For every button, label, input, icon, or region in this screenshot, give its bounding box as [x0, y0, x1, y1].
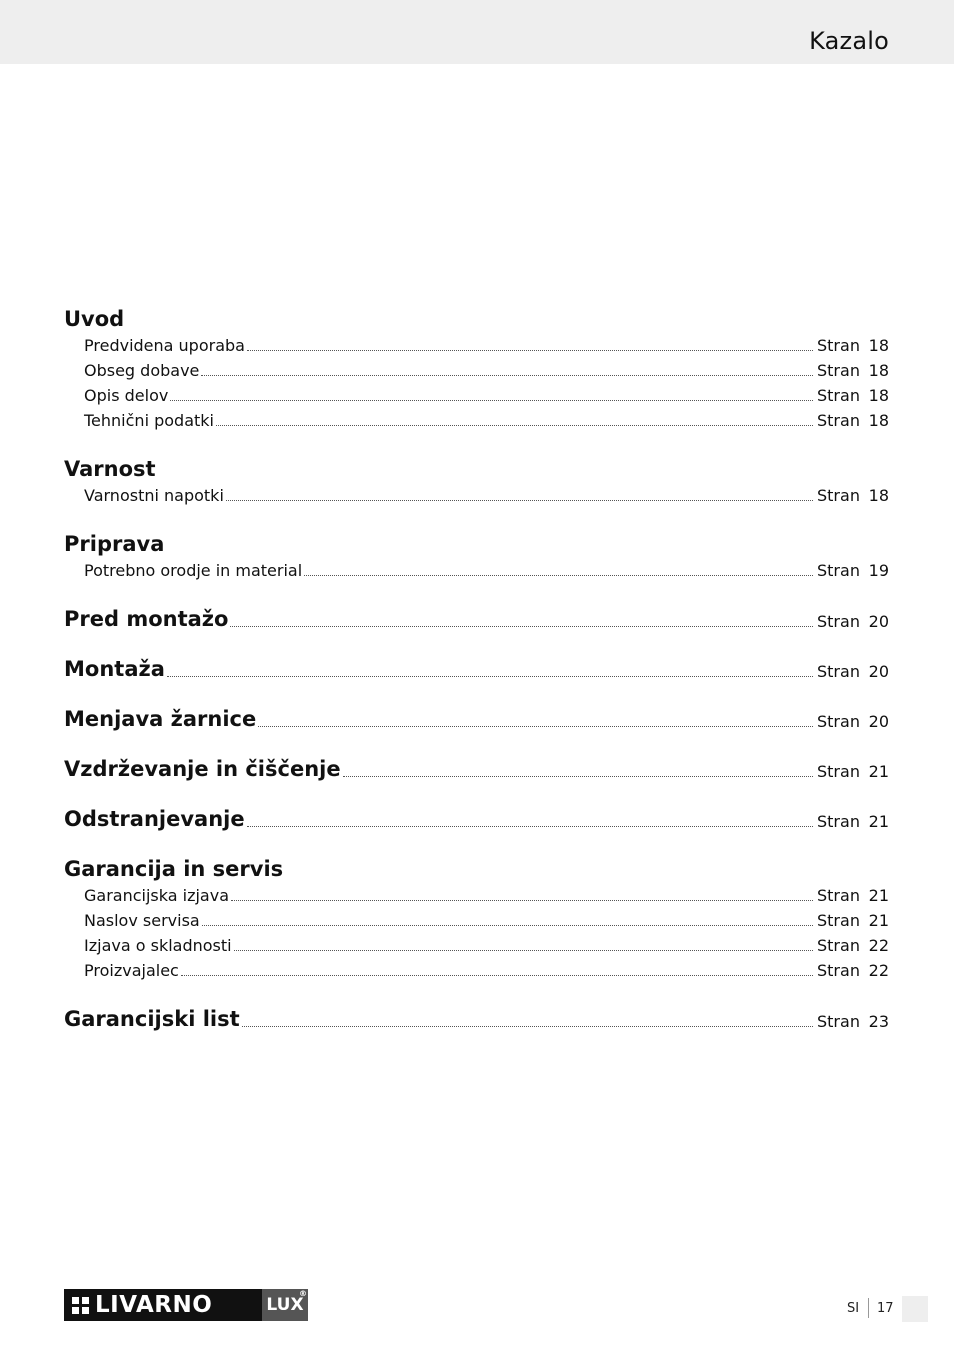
- toc-entry[interactable]: [84, 934, 889, 956]
- toc-entry-label: Izjava o skladnosti: [84, 936, 232, 955]
- page-title: Kazalo: [809, 27, 889, 55]
- dot-leader: [304, 575, 813, 576]
- toc-entry-label: Opis delov: [84, 386, 169, 405]
- dot-leader: [234, 950, 813, 951]
- toc-section-garancija: Garancija in servis: [64, 857, 284, 881]
- dot-leader: [258, 726, 813, 727]
- toc-entry-page: 20: [868, 712, 889, 731]
- toc-entry-page: 18: [868, 336, 889, 355]
- toc-entry-page: 19: [868, 561, 889, 580]
- toc-entry-stran: Stran: [817, 361, 860, 380]
- toc-section-priprava: Priprava: [64, 532, 165, 556]
- toc-entry-page: 20: [868, 662, 889, 681]
- toc-entry-stran: Stran: [817, 1012, 860, 1031]
- toc-entry-page: 18: [868, 361, 889, 380]
- toc-entry-stran: Stran: [817, 336, 860, 355]
- toc-entry-label: Tehnični podatki: [84, 411, 214, 430]
- dot-leader: [216, 425, 813, 426]
- toc-entry[interactable]: [84, 384, 889, 406]
- logo-main-block: [64, 1289, 262, 1321]
- dot-leader: [231, 900, 813, 901]
- footer-divider: [868, 1298, 869, 1318]
- toc-entry-label: Proizvajalec: [84, 961, 179, 980]
- toc-entry-stran: Stran: [817, 411, 860, 430]
- dot-leader: [170, 400, 813, 401]
- toc-section-odstranjevanje[interactable]: [64, 806, 889, 832]
- toc-section-label: Garancijski list: [64, 1007, 240, 1031]
- page-number: 17: [877, 1301, 894, 1316]
- dot-leader: [230, 626, 813, 627]
- toc-entry[interactable]: [84, 359, 889, 381]
- toc-entry-stran: Stran: [817, 886, 860, 905]
- toc-section-montaza[interactable]: [64, 656, 889, 682]
- dot-leader: [201, 375, 813, 376]
- toc-section-varnost: Varnost: [64, 457, 156, 481]
- dot-leader: [242, 1026, 813, 1027]
- toc-entry-page: 21: [868, 886, 889, 905]
- toc-entry-stran: Stran: [817, 662, 860, 681]
- toc-section-vzdrzevanje[interactable]: [64, 756, 889, 782]
- toc-section-label: Vzdrževanje in čiščenje: [64, 757, 341, 781]
- livarno-lux-logo: [64, 1289, 308, 1321]
- dot-leader: [202, 925, 813, 926]
- toc-entry-label: Predvidena uporaba: [84, 336, 245, 355]
- toc-entry[interactable]: [84, 334, 889, 356]
- toc-entry-label: Varnostni napotki: [84, 486, 224, 505]
- toc-entry-page: 21: [868, 812, 889, 831]
- toc-entry-page: 22: [868, 961, 889, 980]
- toc-entry[interactable]: [84, 409, 889, 431]
- toc-entry-page: 18: [868, 486, 889, 505]
- toc-section-menjava-zarnice[interactable]: [64, 706, 889, 732]
- footer-gray-box: [902, 1296, 928, 1322]
- toc-entry-page: 20: [868, 612, 889, 631]
- logo-sub-text: LUX: [266, 1295, 304, 1315]
- toc-entry-stran: Stran: [817, 386, 860, 405]
- toc-section-label: Montaža: [64, 657, 165, 681]
- logo-lux-block: [262, 1289, 308, 1321]
- dot-leader: [247, 350, 813, 351]
- toc-section-pred-montazo[interactable]: [64, 606, 889, 632]
- dot-leader: [226, 500, 813, 501]
- logo-registered-mark: ®: [299, 1289, 307, 1298]
- toc-entry-stran: Stran: [817, 911, 860, 930]
- dot-leader: [167, 676, 813, 677]
- toc-entry-page: 23: [868, 1012, 889, 1031]
- toc-entry-stran: Stran: [817, 561, 860, 580]
- toc-entry-label: Potrebno orodje in material: [84, 561, 303, 580]
- toc-entry[interactable]: [84, 884, 889, 906]
- toc-entry[interactable]: [84, 484, 889, 506]
- logo-brand-text: LIVARNO: [95, 1292, 213, 1318]
- toc-entry-page: 21: [868, 762, 889, 781]
- toc-entry[interactable]: [84, 959, 889, 981]
- toc-entry-label: Obseg dobave: [84, 361, 200, 380]
- toc-section-uvod: Uvod: [64, 307, 125, 331]
- language-code: SI: [847, 1301, 860, 1316]
- toc-section-label: Menjava žarnice: [64, 707, 257, 731]
- toc-section-label: Pred montažo: [64, 607, 229, 631]
- toc-entry-stran: Stran: [817, 712, 860, 731]
- toc-section-label: Odstranjevanje: [64, 807, 245, 831]
- toc-entry-page: 22: [868, 936, 889, 955]
- toc-entry-page: 21: [868, 911, 889, 930]
- toc-entry-stran: Stran: [817, 961, 860, 980]
- toc-entry[interactable]: [84, 559, 889, 581]
- toc-entry-label: Naslov servisa: [84, 911, 200, 930]
- toc-entry-stran: Stran: [817, 762, 860, 781]
- toc-entry-stran: Stran: [817, 612, 860, 631]
- toc-entry-page: 18: [868, 386, 889, 405]
- toc-entry-page: 18: [868, 411, 889, 430]
- toc-entry-stran: Stran: [817, 936, 860, 955]
- dot-leader: [181, 975, 813, 976]
- logo-squares-icon: [72, 1297, 89, 1314]
- dot-leader: [247, 826, 813, 827]
- toc-section-garancijski-list[interactable]: [64, 1006, 889, 1032]
- toc-entry-stran: Stran: [817, 812, 860, 831]
- dot-leader: [343, 776, 813, 777]
- toc-entry-stran: Stran: [817, 486, 860, 505]
- toc-entry-label: Garancijska izjava: [84, 886, 229, 905]
- toc-entry[interactable]: [84, 909, 889, 931]
